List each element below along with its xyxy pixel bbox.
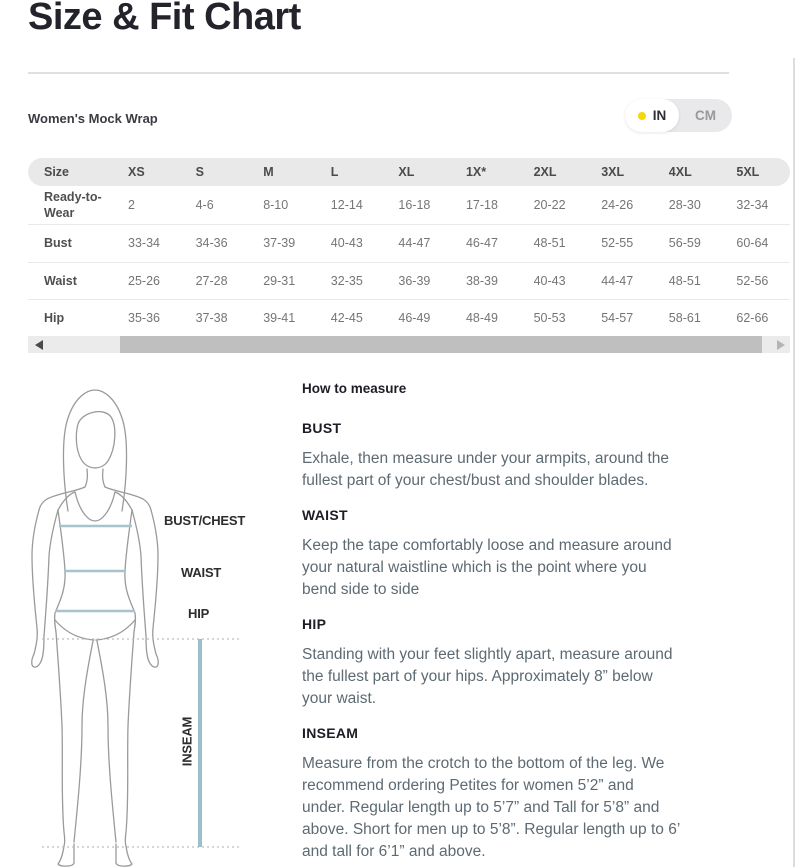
size-value: 27-28 [195,273,228,288]
size-value: 17-18 [465,197,498,212]
how-to-measure-title: How to measure [302,381,407,396]
size-value: 12-14 [330,197,363,212]
measure-instructions-hip: Standing with your feet slightly apart, measure around the fullest part of your hips. Approximately 8” below your waist. [302,646,673,707]
size-value: 20-22 [533,197,566,212]
how-to-measure-section [302,381,680,867]
size-value: 32-34 [736,197,769,212]
column-header: Size [44,164,70,179]
unit-option-cm[interactable] [679,99,732,132]
column-header: 4XL [668,164,692,179]
figure-inseam-label: INSEAM [179,716,195,767]
body-measurement-diagram [28,380,278,867]
column-header: 5XL [736,164,760,179]
size-value: 58-61 [668,310,701,325]
size-value: 2 [128,197,135,212]
scroll-right-arrow-icon[interactable] [777,340,785,350]
unit-toggle[interactable] [625,99,732,132]
measure-heading-bust: BUST [302,420,342,436]
size-value: 46-47 [465,236,498,251]
size-value: 60-64 [736,236,769,251]
row-label: Waist [44,273,77,288]
measure-instructions-inseam: Measure from the crotch to the bottom of the leg. We recommend ordering Petites for women 5’2” and under. Regular length up to 5’7” and Tall for 5’8” and above. Short for men up to 5’8”. Regular length up to 6’ and tall for 6’1” and above. [302,755,680,860]
size-value: 56-59 [668,236,701,251]
size-value: 24-26 [601,197,634,212]
size-value: 44-47 [398,236,431,251]
size-value: 48-51 [533,236,566,251]
size-value: 16-18 [398,197,431,212]
size-value: 25-26 [128,273,160,288]
size-value: 52-56 [736,273,769,288]
measurement-lines [55,526,135,611]
measure-heading-waist: WAIST [302,507,348,523]
size-value: 40-43 [330,236,363,251]
size-value: 54-57 [601,310,634,325]
size-value: 50-53 [533,310,566,325]
column-header: 2XL [533,164,557,179]
size-value: 48-49 [465,310,498,325]
size-value: 36-39 [398,273,431,288]
size-value: 29-31 [263,273,296,288]
body-outline-illustration [28,380,268,867]
column-header: L [330,164,339,179]
measure-heading-inseam: INSEAM [302,725,359,741]
size-value: 37-39 [263,236,296,251]
row-label: Hip [44,310,65,325]
size-value: 52-55 [601,236,634,251]
measure-instructions-bust: Exhale, then measure under your armpits, around the fullest part of your chest/bust and shoulder blades. [302,450,670,489]
size-value: 34-36 [195,236,228,251]
figure-hip-label: HIP [188,606,210,621]
how-to-measure-sections [302,420,680,863]
size-value: 33-34 [128,236,160,251]
table-row [28,225,790,263]
table-row [28,263,790,300]
figure-bust-label: BUST/CHEST [164,513,246,528]
size-value: 35-36 [128,310,160,325]
column-header: M [263,164,274,179]
column-header: S [195,164,204,179]
unit-option-cm-label: CM [695,108,716,123]
scroll-left-arrow-icon[interactable] [35,340,43,350]
scrollbar-thumb[interactable] [120,336,762,353]
size-value: 48-51 [668,273,701,288]
column-header: XL [398,164,415,179]
size-table [28,158,790,337]
unit-option-in[interactable] [625,99,679,132]
size-value: 40-43 [533,273,566,288]
table-row [28,186,790,225]
right-edge-scrollbar-track[interactable] [793,58,795,867]
active-unit-dot-icon [638,112,646,120]
table-row [28,300,790,337]
size-value: 38-39 [465,273,498,288]
size-value: 62-66 [736,310,769,325]
divider [28,72,729,74]
size-value: 28-30 [668,197,701,212]
column-header: 3XL [601,164,625,179]
size-value: 46-49 [398,310,431,325]
table-horizontal-scrollbar[interactable] [28,336,790,353]
size-value: 4-6 [195,197,214,212]
product-label: Women's Mock Wrap [28,111,158,126]
page-title: Size & Fit Chart [28,0,301,38]
unit-option-in-label: IN [652,108,667,123]
measure-heading-hip: HIP [302,616,327,632]
table-header-row [28,158,790,186]
column-header: XS [128,164,145,179]
row-label: Ready-to-Wear [44,189,102,220]
column-header: 1X* [465,164,487,179]
measure-instructions-waist: Keep the tape comfortably loose and measure around your natural waistline which is the point where you bend side to side [302,537,672,598]
size-value: 37-38 [195,310,228,325]
size-value: 8-10 [263,197,289,212]
row-label: Bust [44,236,72,251]
size-value: 39-41 [263,310,296,325]
size-value: 42-45 [330,310,363,325]
figure-waist-label: WAIST [181,565,222,580]
size-value: 32-35 [330,273,363,288]
size-value: 44-47 [601,273,634,288]
inseam-guide-dotted-lines [42,639,240,847]
